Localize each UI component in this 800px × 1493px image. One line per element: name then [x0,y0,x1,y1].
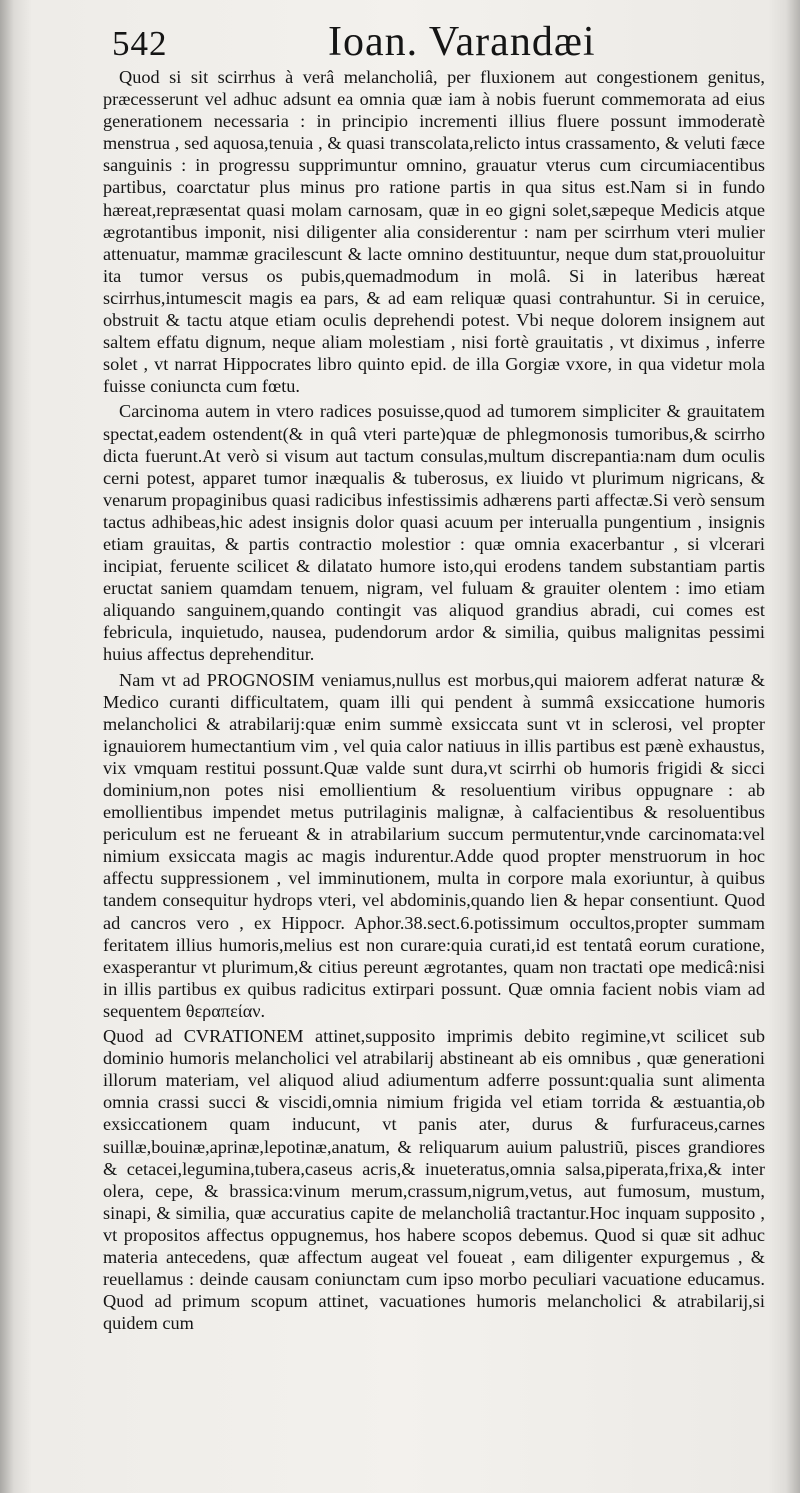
page-header [0,10,800,68]
paragraph-scirrhus-signs: Quod si sit scirrhus à verâ melancholiâ, per fluxionem aut congestionem genitus, præcesserunt vel adhuc adsunt ea omnia quæ iam à nobis fuerunt commemorata ad eius generationem necessaria : in principio incrementi illius fluere possunt immoderatè menstrua , sed aquosa,tenuia , & quasi transcolata,relicto intus crassamento, & veluti fæce sanguinis : in progressu supprimuntur omnino, grauatur vterus cum circumiacentibus partibus, coarctatur plus minus pro ratione partis in qua situs est.Nam si in fundo hæreat,repræsentat quasi molam carnosam, quæ in eo gigni solet,sæpeque Medicis atque ægrotantibus imponit, nisi diligenter alia considerentur : nam per scirrhum vteri mulier attenuatur, mammæ gracilescunt & lacte omnino destituuntur, neque dum stat,prouoluitur ita tumor versus os pubis,quemadmodum in molâ. Si in lateribus hæreat scirrhus,intumescit magis ea pars, & ad eam reliquæ quasi contrahuntur. Si in ceruice, obstruit & tactu atque etiam oculis deprehendi potest. Vbi neque dolorem insignem aut saltem effatu dignum, neque aliam molestiam , nisi fortè grauitatis , vt diximus , inferre solet , vt narrat Hippocrates libro quinto epid. de illa Gorgiæ vxore, in qua videtur mola fuisse coniuncta cum fœtu. [103,67,765,397]
page-number: 542 [112,24,168,63]
paragraph-carcinoma-signs: Carcinoma autem in vtero radices posuisse,quod ad tumorem simpliciter & grauitatem spectat,eadem ostendent(& in quâ vteri parte)quæ de phlegmonosis tumoribus,& scirrho dicta fuerunt.At verò si visum aut tactum consulas,multum discrepantia:nam dum oculis cerni potest, apparet tumor inæqualis & tuberosus, ex liuido vt plurimum nigricans, & venarum propaginibus quasi radicibus infestissimis adhærens parti affectæ.Si verò sensum tactus adhibeas,hic adest insignis dolor quasi acuum per interualla pungentium , insignis etiam grauitas, & partis contractio molestior : quæ omnia exacerbantur , si vlcerari incipiat, feruente scilicet & dilatato humore isto,qui erodens tandem substantiam partis eructat saniem quamdam tenuem, nigram, vel fuluam & grauiter olentem : imo etiam aliquando sanguinem,quando contingit vas aliquod grandius abradi, cui comes est febricula, inquietudo, nausea, pudendorum ardor & similia, quibus malignitas pessimi huius affectus deprehenditur. [103,401,765,665]
running-head: Ioan. Varandæi [328,19,596,65]
page-edge-shadow-right [786,0,800,1493]
page-edge-shadow-left [0,0,14,1493]
paragraph-prognosis: Nam vt ad PROGNOSIM veniamus,nullus est morbus,qui maiorem adferat naturæ & Medico curanti difficultatem, quam illi qui pendent à summâ exsiccatione humoris melancholici & atrabilarij:quæ enim summè exsiccata sunt vt in sclerosi, vel propter ignauiorem humectantium vim , vel quia calor natiuus in illis partibus est pænè exhaustus, vix vmquam restitui possunt.Quæ valde sunt dura,vt scirrhi ob humoris frigidi & sicci dominium,non potes nisi emollientium & resoluentium viribus oppugnare : ab emollientibus impendet metus putrilaginis malignæ, à calfacientibus & resoluentibus periculum est ne ferueant & in atrabilarium succum permutentur,vnde carcinomata:vel nimium exsiccata magis ac magis indurentur.Adde quod propter menstruorum in hoc affectu suppressionem , vel imminutionem, multa in corpore mala exoriuntur, à quibus tandem consequitur hydrops vteri, vel abdominis,quando lien & hepar consentiunt. Quod ad cancros vero , ex Hippocr. Aphor.38.sect.6.potissimum occultos,propter summam feritatem illius humoris,melius est non curare:quia curati,id est tentatâ eorum curatione, exasperantur vt plurimum,& citius pereunt ægrotantes, quam non tractati ope medicâ:nisi in illis partibus ex quibus radicitus extirpari possunt. Quæ omnia facient nobis viam ad sequentem θεραπείαν. [103,669,765,1021]
paragraph-curatio: Quod ad CVRATIONEM attinet,supposito imprimis debito regimine,vt scilicet sub dominio humoris melancholici vel atrabilarij abstineant ab eis omnibus , quæ generationi illorum materiam, vel aliquod aliud adiumentum adferre possunt:qualia sunt alimenta omnia crassi succi & viscidi,omnia nimium frigida vel etiam torrida & æstuantia,ob exsiccationem quam inducunt, vt panis ater, durus & furfuraceus,carnes suillæ,bouinæ,aprinæ,lepotinæ,anatum, & reliquarum auium palustriũ, pisces grandiores & cetacei,legumina,tubera,caseus acris,& inueteratus,omnia salsa,piperata,frixa,& inter olera, cepe, & brassica:vinum merum,crassum,nigrum,vetus, aut fumosum, mustum, sinapi, & similia, quæ accuratius capite de melancholiâ tractantur.Hoc inquam supposito , vt propositos affectus oppugnemus, hos habere scopos debemus. Quod si quæ sit adhuc materia antecedens, quæ affectum augeat vel foueat , eam diligenter expurgemus , & reuellamus : deinde causam coniunctam cum ipso morbo peculiari vacuatione educamus. Quod ad primum scopum attinet, vacuationes humoris melancholici & atrabilarij,si quidem cum [103,1026,765,1334]
body-text [103,66,765,1337]
